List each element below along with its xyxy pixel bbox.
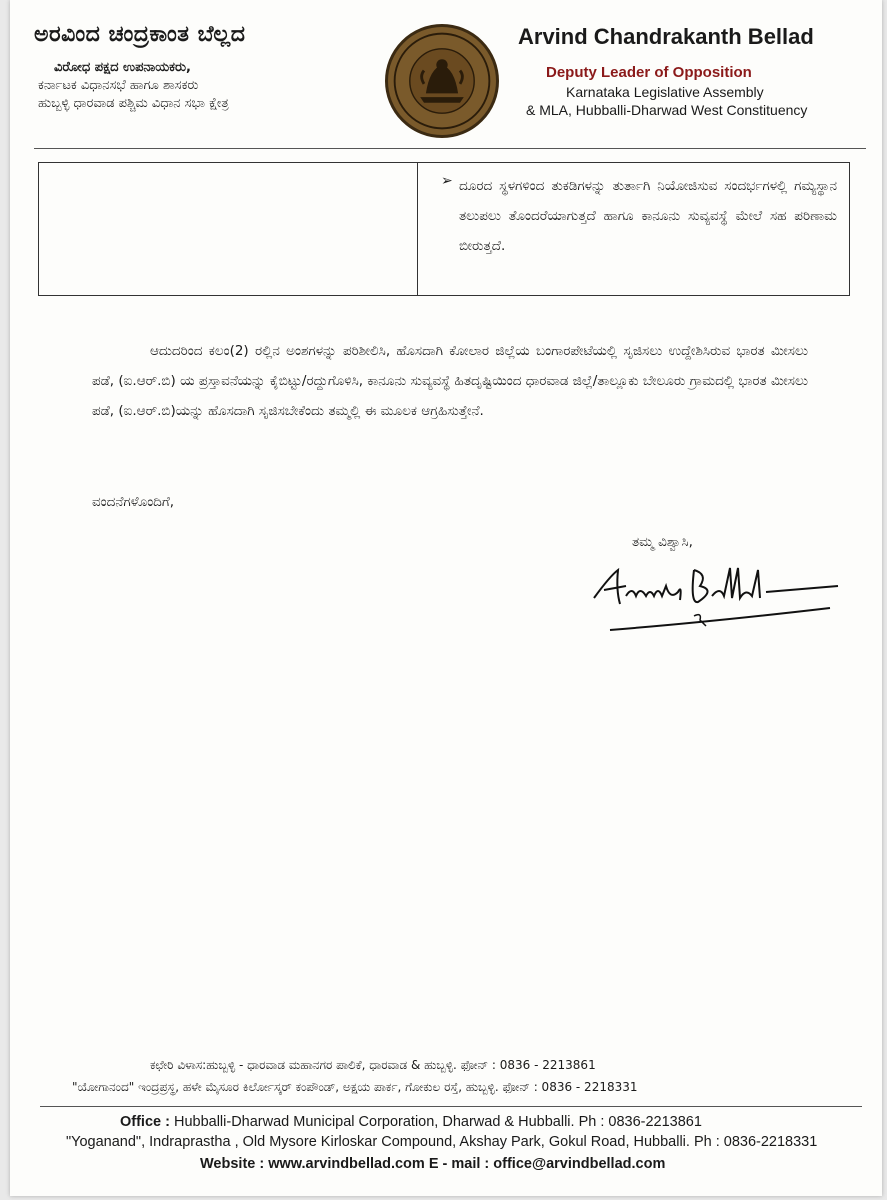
content-table (38, 162, 850, 296)
letter-page (10, 0, 882, 1196)
letterhead-english-line3: & MLA, Hubballi-Dharwad West Constituency (526, 102, 808, 118)
table-cell (433, 171, 837, 261)
letterhead-english-title: Deputy Leader of Opposition (546, 64, 752, 81)
table-column-divider (417, 163, 418, 295)
seal-emblem-icon (388, 27, 496, 135)
footer-kannada-home: "ಯೋಗಾನಂದ" ಇಂದ್ರಪ್ರಸ್ಥ, ಹಳೇ ಮೈಸೂರ ಕಿರ್ಲೋಸ್ಕರ್ ಕಂಪೌಂಡ್, ಅಕ್ಷಯ ಪಾರ್ಕ, ಗೋಕುಲ ರಸ್ತೆ, ಹುಬ್ಬಳ್ಳಿ. ಫೋನ್ : 0836 - 2218331 (72, 1080, 638, 1094)
footer-office-label: Office : (120, 1114, 170, 1130)
footer-office-line (120, 1114, 702, 1130)
yours-faithfully: ತಮ್ಮ ವಿಶ್ವಾಸಿ, (632, 534, 693, 550)
body-paragraph (92, 336, 808, 426)
footer-website-email-line: Website : www.arvindbellad.com E - mail : office@arvindbellad.com (200, 1156, 666, 1172)
letterhead-kannada-title: ವಿರೋಧ ಪಕ್ಷದ ಉಪನಾಯಕರು, (54, 60, 191, 75)
letterhead-kannada-line3: ಹುಬ್ಬಳ್ಳಿ ಧಾರವಾಡ ಪಶ್ಚಿಮ ವಿಧಾನ ಸಭಾ ಕ್ಷೇತ್ರ (38, 96, 229, 111)
closing-greeting: ವಂದನೆಗಳೊಂದಿಗೆ, (92, 494, 175, 510)
handwritten-signature (590, 556, 850, 636)
signature-icon (590, 556, 850, 636)
letterhead-english-name: Arvind Chandrakanth Bellad (518, 24, 814, 49)
arrow-bullet-icon: ➢ (441, 173, 453, 189)
footer-home-line: "Yoganand", Indraprastha , Old Mysore Kirloskar Compound, Akshay Park, Gokul Road, Hubballi. Ph : 0836-2218331 (66, 1134, 818, 1150)
letterhead-kannada-line2: ಕರ್ನಾಟಕ ವಿಧಾನಸಭೆ ಹಾಗೂ ಶಾಸಕರು (38, 78, 199, 93)
letterhead-kannada-name: ಅರವಿಂದ ಚಂದ್ರಕಾಂತ ಬೆಲ್ಲದ (34, 22, 246, 47)
footer-office-text: Hubballi-Dharwad Municipal Corporation, Dharwad & Hubballi. Ph : 0836-2213861 (169, 1114, 702, 1130)
footer-divider (40, 1106, 862, 1107)
table-cell-text: ದೂರದ ಸ್ಥಳಗಳಿಂದ ತುಕಡಿಗಳನ್ನು ತುರ್ತಾಗಿ ನಿಯೋಜಿಸುವ ಸಂದರ್ಭಗಳಲ್ಲಿ ಗಮ್ಯಸ್ಥಾನ ತಲುಪಲು ತೊಂದರೆಯಾಗುತ್ತದೆ ಹಾಗೂ ಕಾನೂನು ಸುವ್ಯವಸ್ಥೆ ಮೇಲೆ ಸಹ ಪರಿಣಾಮ ಬೀರುತ್ತದೆ. (459, 178, 837, 254)
body-paragraph-text: ಆದುದರಿಂದ ಕಲಂ(2) ರಲ್ಲಿನ ಅಂಶಗಳನ್ನು ಪರಿಶೀಲಿಸಿ, ಹೊಸದಾಗಿ ಕೋಲಾರ ಜಿಲ್ಲೆಯ ಬಂಗಾರಪೇಟೆಯಲ್ಲಿ ಸೃಜಿಸಲು ಉದ್ದೇಶಿಸಿರುವ ಭಾರತ ಮೀಸಲು ಪಡೆ, (ಐ.ಆರ್.ಬಿ) ಯ ಪ್ರಸ್ತಾವನೆಯನ್ನು ಕೈಬಿಟ್ಟು/ರದ್ದುಗೊಳಿಸಿ, ಕಾನೂನು ಸುವ್ಯವಸ್ಥೆ ಹಿತದೃಷ್ಟಿಯಿಂದ ಧಾರವಾಡ ಜಿಲ್ಲೆ/ತಾಲ್ಲೂಕು ಬೇಲೂರು ಗ್ರಾಮದಲ್ಲಿ ಭಾರತ ಮೀಸಲು ಪಡೆ, (ಐ.ಆರ್.ಬಿ)ಯನ್ನು ಹೊಸದಾಗಿ ಸೃಜಿಸಬೇಕೆಂದು ತಮ್ಮಲ್ಲಿ ಈ ಮೂಲಕ ಆಗ್ರಹಿಸುತ್ತೇನೆ. (92, 343, 808, 419)
header-divider (34, 148, 866, 149)
letterhead-english-line2: Karnataka Legislative Assembly (566, 84, 764, 100)
footer-kannada-office: ಕಛೇರಿ ವಿಳಾಸ:ಹುಬ್ಬಳ್ಳಿ - ಧಾರವಾಡ ಮಹಾನಗರ ಪಾಲಿಕೆ, ಧಾರವಾಡ & ಹುಬ್ಬಳ್ಳಿ. ಫೋನ್ : 0836 - 2213861 (150, 1058, 596, 1072)
karnataka-government-seal (385, 24, 499, 138)
